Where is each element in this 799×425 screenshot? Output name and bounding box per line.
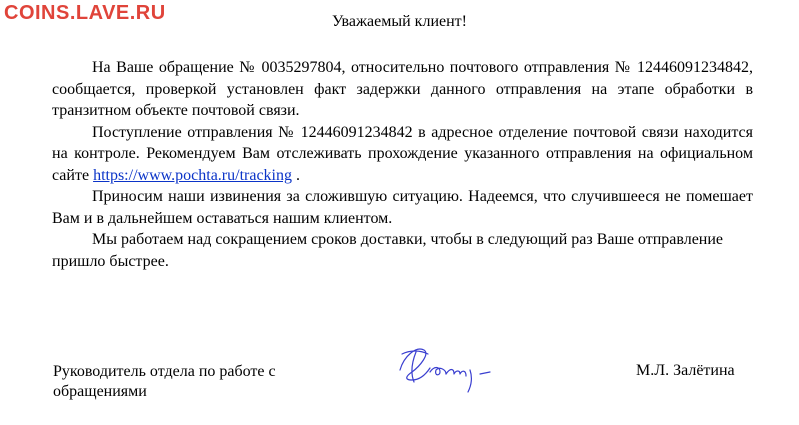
paragraph-1: На Ваше обращение № 0035297804, относительно почтового отправления № 12446091234842, сообщается, проверкой установлен факт задержки данного отправления на этапе обработки в транзитном объекте почтовой связи. — [52, 59, 753, 119]
site-watermark: COINS.LAVE.RU — [4, 2, 166, 24]
signer-name: М.Л. Залётина — [636, 362, 735, 379]
paragraph-2 — [52, 122, 753, 187]
handwritten-signature — [390, 336, 510, 396]
signer-title: Руководитель отдела по работе с обращениями — [53, 363, 276, 400]
tracking-link[interactable]: https://www.pochta.ru/tracking — [93, 166, 292, 184]
paragraph-2-text: Поступление отправления № 12446091234842 в адресное отделение почтовой связи находится на контроле. Рекомендуем Вам отслеживать прохождение указанного отправления на официальном сайте — [52, 123, 753, 184]
greeting: Уважаемый клиент! — [332, 13, 467, 30]
paragraph-4: Мы работаем над сокращением сроков доставки, чтобы в следующий раз Ваше отправление пришло быстрее. — [52, 231, 724, 270]
letter-body — [52, 57, 753, 272]
paragraph-3: Приносим наши извинения за сложившую ситуацию. Надеемся, что случившееся не помешает Вам и в дальнейшем оставаться нашим клиентом. — [52, 188, 753, 227]
paragraph-2-end: . — [291, 166, 300, 184]
